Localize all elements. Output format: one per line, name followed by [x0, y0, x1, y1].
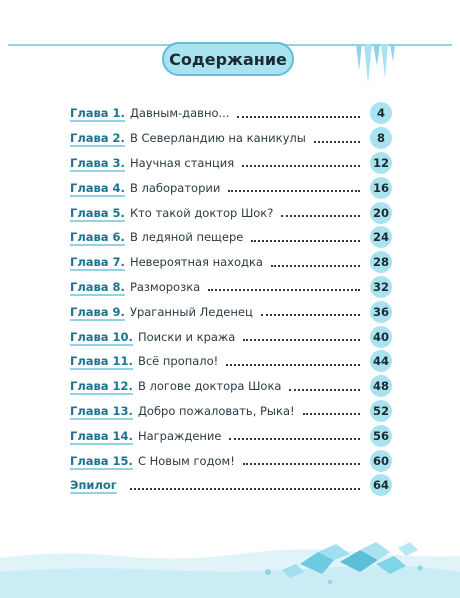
leader-dots [251, 239, 360, 242]
chapter-number: Глава 12. [70, 379, 133, 394]
page-number-badge: 24 [370, 226, 392, 248]
chapter-number: Глава 5. [70, 205, 125, 220]
page-number-badge: 36 [370, 301, 392, 323]
page-number-badge: 12 [370, 152, 392, 174]
chapter-title: Давным-давно... [129, 106, 230, 121]
chapter-number: Глава 9. [70, 304, 125, 319]
chapter-title: Ураганный Леденец [129, 304, 253, 319]
leader-dots [281, 214, 360, 217]
page-number-badge: 44 [370, 350, 392, 372]
chapter-title: Невероятная находка [129, 255, 263, 270]
leader-dots [228, 189, 360, 192]
page-number-badge: 48 [370, 375, 392, 397]
chapter-number: Глава 13. [70, 403, 133, 418]
chapter-number: Глава 14. [70, 428, 133, 443]
leader-dots [261, 313, 360, 316]
page-number-badge: 32 [370, 276, 392, 298]
chapter-number: Глава 4. [70, 180, 125, 195]
page-number-badge: 56 [370, 425, 392, 447]
toc-row[interactable] [70, 374, 392, 399]
page-number-badge: 60 [370, 450, 392, 472]
page-number-badge: 52 [370, 400, 392, 422]
toc-row[interactable] [70, 175, 392, 200]
toc-row[interactable] [70, 399, 392, 424]
toc-row[interactable] [70, 423, 392, 448]
chapter-number: Глава 2. [70, 131, 125, 146]
chapter-number: Эпилог [70, 478, 117, 493]
chapter-number: Глава 10. [70, 329, 133, 344]
snow-ice-decoration-icon [0, 538, 460, 598]
title-badge [162, 42, 294, 76]
leader-dots [208, 288, 360, 291]
chapter-title: В лаборатории [129, 180, 221, 195]
page-number-badge: 8 [370, 127, 392, 149]
chapter-title: В логове доктора Шока [137, 379, 282, 394]
chapter-number: Глава 11. [70, 354, 133, 369]
chapter-title: Научная станция [129, 155, 235, 170]
chapter-number: Глава 15. [70, 453, 133, 468]
chapter-title: Добро пожаловать, Рыка! [137, 403, 295, 418]
leader-dots [243, 462, 360, 465]
leader-dots [242, 164, 360, 167]
toc-row[interactable] [70, 448, 392, 473]
leader-dots [271, 264, 360, 267]
leader-dots [229, 437, 360, 440]
toc-row[interactable] [70, 473, 392, 498]
toc-row[interactable] [70, 349, 392, 374]
toc-row[interactable] [70, 101, 392, 126]
chapter-number: Глава 6. [70, 230, 125, 245]
page-number-badge: 16 [370, 177, 392, 199]
chapter-number: Глава 3. [70, 155, 125, 170]
leader-dots [243, 338, 360, 341]
table-of-contents [70, 101, 392, 498]
icicles-icon [350, 44, 410, 94]
toc-row[interactable] [70, 324, 392, 349]
toc-row[interactable] [70, 200, 392, 225]
chapter-title: Разморозка [129, 279, 201, 294]
toc-row[interactable] [70, 275, 392, 300]
leader-dots [130, 487, 360, 490]
toc-row[interactable] [70, 225, 392, 250]
toc-row[interactable] [70, 126, 392, 151]
toc-row[interactable] [70, 151, 392, 176]
leader-dots [237, 115, 360, 118]
chapter-number: Глава 8. [70, 279, 125, 294]
page-title: Содержание [169, 49, 287, 69]
leader-dots [303, 412, 360, 415]
chapter-number: Глава 7. [70, 255, 125, 270]
chapter-title: В ледяной пещере [129, 230, 244, 245]
chapter-title: Всё пропало! [137, 354, 219, 369]
chapter-title: В Северландию на каникулы [129, 131, 306, 146]
chapter-title: Кто такой доктор Шок? [129, 205, 274, 220]
leader-dots [289, 388, 360, 391]
page-number-badge: 20 [370, 202, 392, 224]
toc-row[interactable] [70, 299, 392, 324]
page-number-badge: 28 [370, 251, 392, 273]
page-number-badge: 4 [370, 102, 392, 124]
page-number-badge: 40 [370, 326, 392, 348]
chapter-title: С Новым годом! [137, 453, 235, 468]
leader-dots [226, 363, 360, 366]
chapter-title: Поиски и кража [137, 329, 236, 344]
chapter-number: Глава 1. [70, 106, 125, 121]
page-number-badge: 64 [370, 474, 392, 496]
chapter-title: Награждение [137, 428, 222, 443]
toc-row[interactable] [70, 250, 392, 275]
leader-dots [314, 140, 360, 143]
